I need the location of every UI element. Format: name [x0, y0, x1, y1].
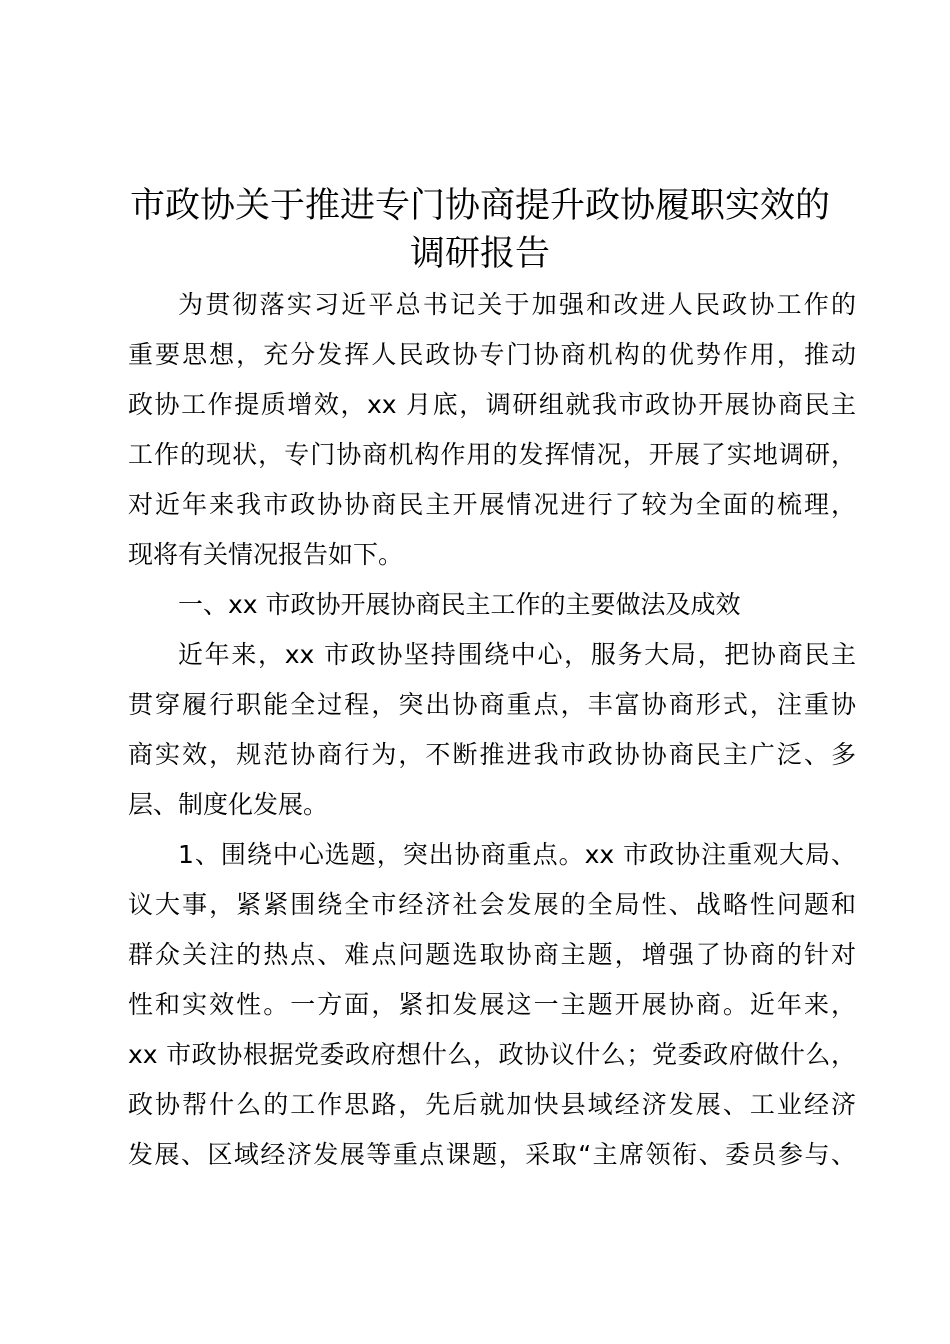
paragraph-line: 现将有关情况报告如下。 [128, 540, 404, 569]
paragraph-line: 层、制度化发展。 [128, 790, 329, 819]
paragraph-line: 对近年来我市政协协商民主开展情况进行了较为全面的梳理， [128, 490, 856, 519]
paragraph-line: 商实效，规范协商行为，不断推进我市政协协商民主广泛、多 [128, 740, 856, 769]
paragraph-line: 政协工作提质增效，xx 月底，调研组就我市政协开展协商民主 [128, 390, 856, 419]
section-heading-1 [128, 580, 856, 630]
paragraph-intro [128, 280, 856, 580]
paragraph-line: 性和实效性。一方面，紧扣发展这一主题开展协商。近年来， [128, 990, 856, 1019]
section-heading-line: 一、xx 市政协开展协商民主工作的主要做法及成效 [178, 590, 741, 619]
paragraph-overview [128, 630, 856, 830]
document-title-line-1: 市政协关于推进专门协商提升政协履职实效的 [129, 186, 830, 226]
paragraph-line: 群众关注的热点、难点问题选取协商主题，增强了协商的针对 [128, 940, 856, 969]
paragraph-line: 1、围绕中心选题，突出协商重点。xx 市政协注重观大局、 [178, 840, 856, 869]
paragraph-line: 议大事，紧紧围绕全市经济社会发展的全局性、战略性问题和 [128, 890, 856, 919]
paragraph-line: 政协帮什么的工作思路，先后就加快县域经济发展、工业经济 [128, 1090, 856, 1119]
paragraph-line: 为贯彻落实习近平总书记关于加强和改进人民政协工作的 [178, 290, 856, 319]
paragraph-line: 近年来，xx 市政协坚持围绕中心，服务大局，把协商民主 [178, 640, 856, 669]
paragraph-line: xx 市政协根据党委政府想什么，政协议什么；党委政府做什么， [128, 1040, 856, 1069]
paragraph-line: 重要思想，充分发挥人民政协专门协商机构的优势作用，推动 [128, 340, 856, 369]
paragraph-point-1 [128, 830, 856, 1180]
document-title-line-2: 调研报告 [409, 234, 550, 274]
paragraph-line: 工作的现状，专门协商机构作用的发挥情况，开展了实地调研， [128, 440, 856, 469]
paragraph-line: 发展、区域经济发展等重点课题，采取“主席领衔、委员参与、 [128, 1140, 856, 1169]
paragraph-line: 贯穿履行职能全过程，突出协商重点，丰富协商形式，注重协 [128, 690, 856, 719]
